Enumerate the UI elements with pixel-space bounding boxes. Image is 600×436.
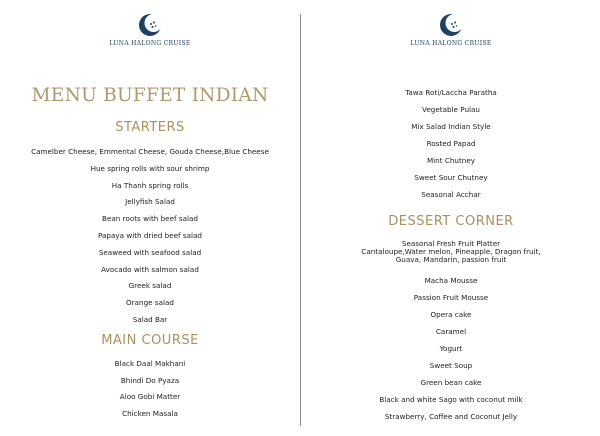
platter-fruits-line2: Guava, Mandarin, passion fruit bbox=[395, 255, 507, 264]
list-item: Caramel bbox=[435, 327, 467, 336]
crescent-moon-logo-icon bbox=[438, 12, 464, 38]
accompaniments-list bbox=[302, 84, 600, 203]
list-item: Mint Chutney bbox=[426, 156, 476, 165]
list-item: Camelber Cheese, Emmental Cheese, Gouda Cheese,Blue Cheese bbox=[31, 147, 269, 156]
list-item: Strawberry, Coffee and Coconut Jelly bbox=[384, 412, 518, 421]
platter-title: Seasonal Fresh Fruit Platter bbox=[401, 239, 501, 248]
list-item: Avocado with salmon salad bbox=[101, 264, 199, 274]
main-course-list bbox=[0, 356, 300, 423]
column-divider bbox=[300, 14, 301, 426]
starters-heading: STARTERS bbox=[115, 120, 185, 135]
dessert-list bbox=[302, 240, 600, 425]
right-menu-column bbox=[302, 0, 600, 436]
list-item: Opera cake bbox=[430, 310, 472, 319]
list-item: Passion Fruit Mousse bbox=[413, 293, 489, 302]
brand-name: LUNA HALONG CRUISE bbox=[109, 40, 191, 47]
list-item: Black and white Sago with coconut milk bbox=[379, 395, 523, 404]
list-item: Rosted Papad bbox=[426, 139, 476, 148]
list-item: Bhindi Do Pyaza bbox=[120, 375, 180, 385]
list-item: Black Daal Makhani bbox=[114, 359, 186, 368]
list-item: Seasonal Acchar bbox=[421, 190, 481, 199]
list-item: Seaweed with seafood salad bbox=[98, 247, 202, 257]
starters-list bbox=[0, 144, 300, 329]
list-item: Greek salad bbox=[128, 281, 172, 291]
list-item: Jellyfish Salad bbox=[125, 197, 175, 207]
list-item: Macha Mousse bbox=[424, 276, 478, 285]
brand-logo bbox=[302, 12, 600, 47]
list-item: Papaya with dried beef salad bbox=[98, 230, 202, 240]
list-item: Orange salad bbox=[126, 298, 174, 308]
list-item: Bean roots with beef salad bbox=[102, 214, 198, 224]
list-item: Hue spring rolls with sour shrimp bbox=[90, 163, 210, 173]
list-item: Chicken Masala bbox=[122, 409, 178, 419]
brand-name: LUNA HALONG CRUISE bbox=[410, 40, 492, 47]
list-item: Mix Salad Indian Style bbox=[411, 122, 491, 131]
list-item: Vegetable Pulau bbox=[422, 105, 480, 114]
list-item: Salad Bar bbox=[132, 314, 168, 324]
brand-logo bbox=[0, 12, 300, 47]
list-item: Ha Thanh spring rolls bbox=[111, 180, 189, 190]
crescent-moon-logo-icon bbox=[137, 12, 163, 38]
list-item-fruit-platter bbox=[302, 240, 600, 272]
dessert-heading: DESSERT CORNER bbox=[388, 214, 514, 229]
list-item: Sweet Soup bbox=[429, 361, 473, 370]
menu-title: MENU BUFFET INDIAN bbox=[31, 84, 269, 106]
list-item: Yogurt bbox=[439, 344, 463, 353]
list-item: Tawa Roti/Laccha Paratha bbox=[405, 88, 497, 97]
list-item: Sweet Sour Chutney bbox=[414, 173, 488, 182]
main-course-heading: MAIN COURSE bbox=[101, 333, 199, 348]
list-item: Green bean cake bbox=[420, 378, 482, 387]
list-item: Aloo Gobi Matter bbox=[119, 392, 181, 402]
platter-fruits-line1: Cantaloupe,Water melon, Pineapple, Dragon fruit, bbox=[361, 247, 541, 256]
